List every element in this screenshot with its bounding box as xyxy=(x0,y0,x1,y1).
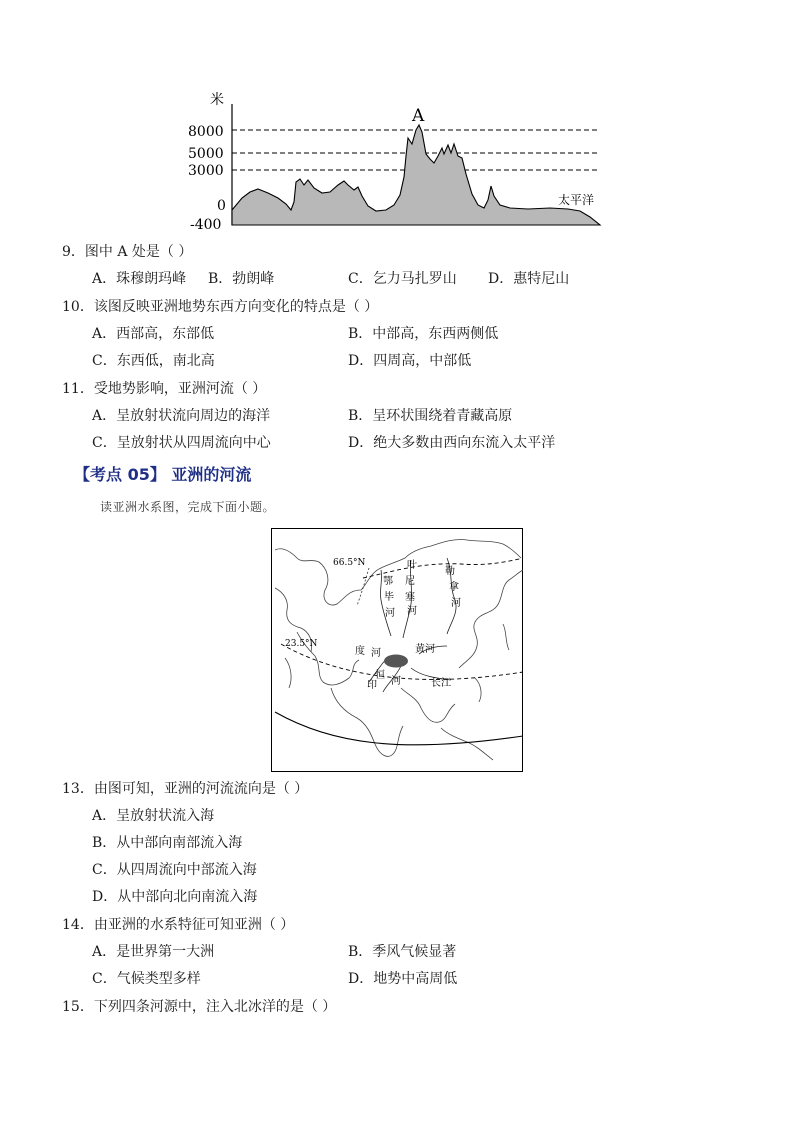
lat-23-label: 23.5°N xyxy=(285,639,318,649)
q11-option-c[interactable]: C．呈放射状从四周流向中心 xyxy=(92,435,271,451)
pacific-ocean-label: 太平洋 xyxy=(558,193,595,207)
question-10-stem: 10．该图反映亚洲地势东西方向变化的特点是（ ） xyxy=(62,299,379,315)
terrain-profile-chart xyxy=(188,92,608,232)
y-tick-minus-400: -400 xyxy=(190,217,222,232)
section-intro: 读亚洲水系图，完成下面小题。 xyxy=(100,500,276,514)
yenisei-river-char-2: 尼 xyxy=(405,576,415,587)
ganges-river-char-1: 恒 xyxy=(375,670,385,681)
lena-river-char-3: 河 xyxy=(451,598,461,609)
y-unit-label: 米 xyxy=(210,92,224,108)
yenisei-river-char-1: 叶 xyxy=(407,560,417,571)
q9-option-b[interactable]: B．勃朗峰 xyxy=(208,271,275,287)
q11-option-d[interactable]: D．绝大多数由西向东流入太平洋 xyxy=(348,435,556,451)
question-13-stem: 13．由图可知，亚洲的河流流向是（ ） xyxy=(62,781,309,797)
ob-river-char-2: 毕 xyxy=(384,592,394,603)
y-tick-0: 0 xyxy=(217,198,226,214)
y-tick-5000: 5000 xyxy=(188,146,224,162)
yangtze-river-label: 长江 xyxy=(431,678,451,689)
q10-option-b[interactable]: B．中部高，东西两侧低 xyxy=(348,326,499,342)
indus-river-char-1: 印 xyxy=(367,680,377,691)
q10-option-a[interactable]: A．西部高，东部低 xyxy=(92,326,215,342)
terrain-profile xyxy=(232,125,600,225)
ganges-river-char-2: 河 xyxy=(391,676,401,687)
q9-option-c[interactable]: C．乞力马扎罗山 xyxy=(348,271,457,287)
yenisei-river-char-4: 河 xyxy=(407,606,417,617)
q10-option-d[interactable]: D．四周高，中部低 xyxy=(348,353,472,369)
q14-option-c[interactable]: C．气候类型多样 xyxy=(92,971,201,987)
tibetan-plateau xyxy=(384,655,408,668)
q13-option-a[interactable]: A．呈放射状流入海 xyxy=(92,808,215,824)
y-tick-3000: 3000 xyxy=(188,163,224,179)
yenisei-river-char-3: 塞 xyxy=(405,592,415,603)
ob-river-char-1: 鄂 xyxy=(383,576,393,587)
q13-option-c[interactable]: C．从四周流向中部流入海 xyxy=(92,862,257,878)
question-9-stem: 9．图中 A 处是（ ） xyxy=(62,244,193,260)
q14-option-d[interactable]: D．地势中高周低 xyxy=(348,971,458,987)
lat-66-label: 66.5°N xyxy=(333,558,366,568)
ob-river-char-3: 河 xyxy=(385,608,395,619)
indus-river-char-2: 度 xyxy=(355,646,365,657)
q11-option-a[interactable]: A．呈放射状流向周边的海洋 xyxy=(92,408,271,424)
question-15-stem: 15．下列四条河源中，注入北冰洋的是（ ） xyxy=(62,999,337,1015)
yellow-river-label: 黄河 xyxy=(415,644,435,655)
section-heading: 【考点 05】 亚洲的河流 xyxy=(74,465,252,484)
question-14-stem: 14．由亚洲的水系特征可知亚洲（ ） xyxy=(62,917,295,933)
q14-option-a[interactable]: A．是世界第一大洲 xyxy=(92,944,215,960)
q13-option-d[interactable]: D．从中部向北向南流入海 xyxy=(92,889,258,905)
q11-option-b[interactable]: B．呈环状围绕着青藏高原 xyxy=(348,408,513,424)
q9-option-d[interactable]: D．惠特尼山 xyxy=(488,271,570,287)
asia-river-map xyxy=(271,528,523,772)
q13-option-b[interactable]: B．从中部向南部流入海 xyxy=(92,835,243,851)
lena-river-char-2: 拿 xyxy=(449,582,459,593)
indus-river-char-3: 河 xyxy=(371,648,381,659)
peak-a-label: A xyxy=(412,106,425,126)
q14-option-b[interactable]: B．季风气候显著 xyxy=(348,944,457,960)
question-11-stem: 11．受地势影响，亚洲河流（ ） xyxy=(62,381,267,397)
q9-option-a[interactable]: A．珠穆朗玛峰 xyxy=(92,271,187,287)
y-tick-8000: 8000 xyxy=(188,124,224,140)
lena-river-char-1: 勒 xyxy=(445,566,455,577)
q10-option-c[interactable]: C．东西低，南北高 xyxy=(92,353,215,369)
